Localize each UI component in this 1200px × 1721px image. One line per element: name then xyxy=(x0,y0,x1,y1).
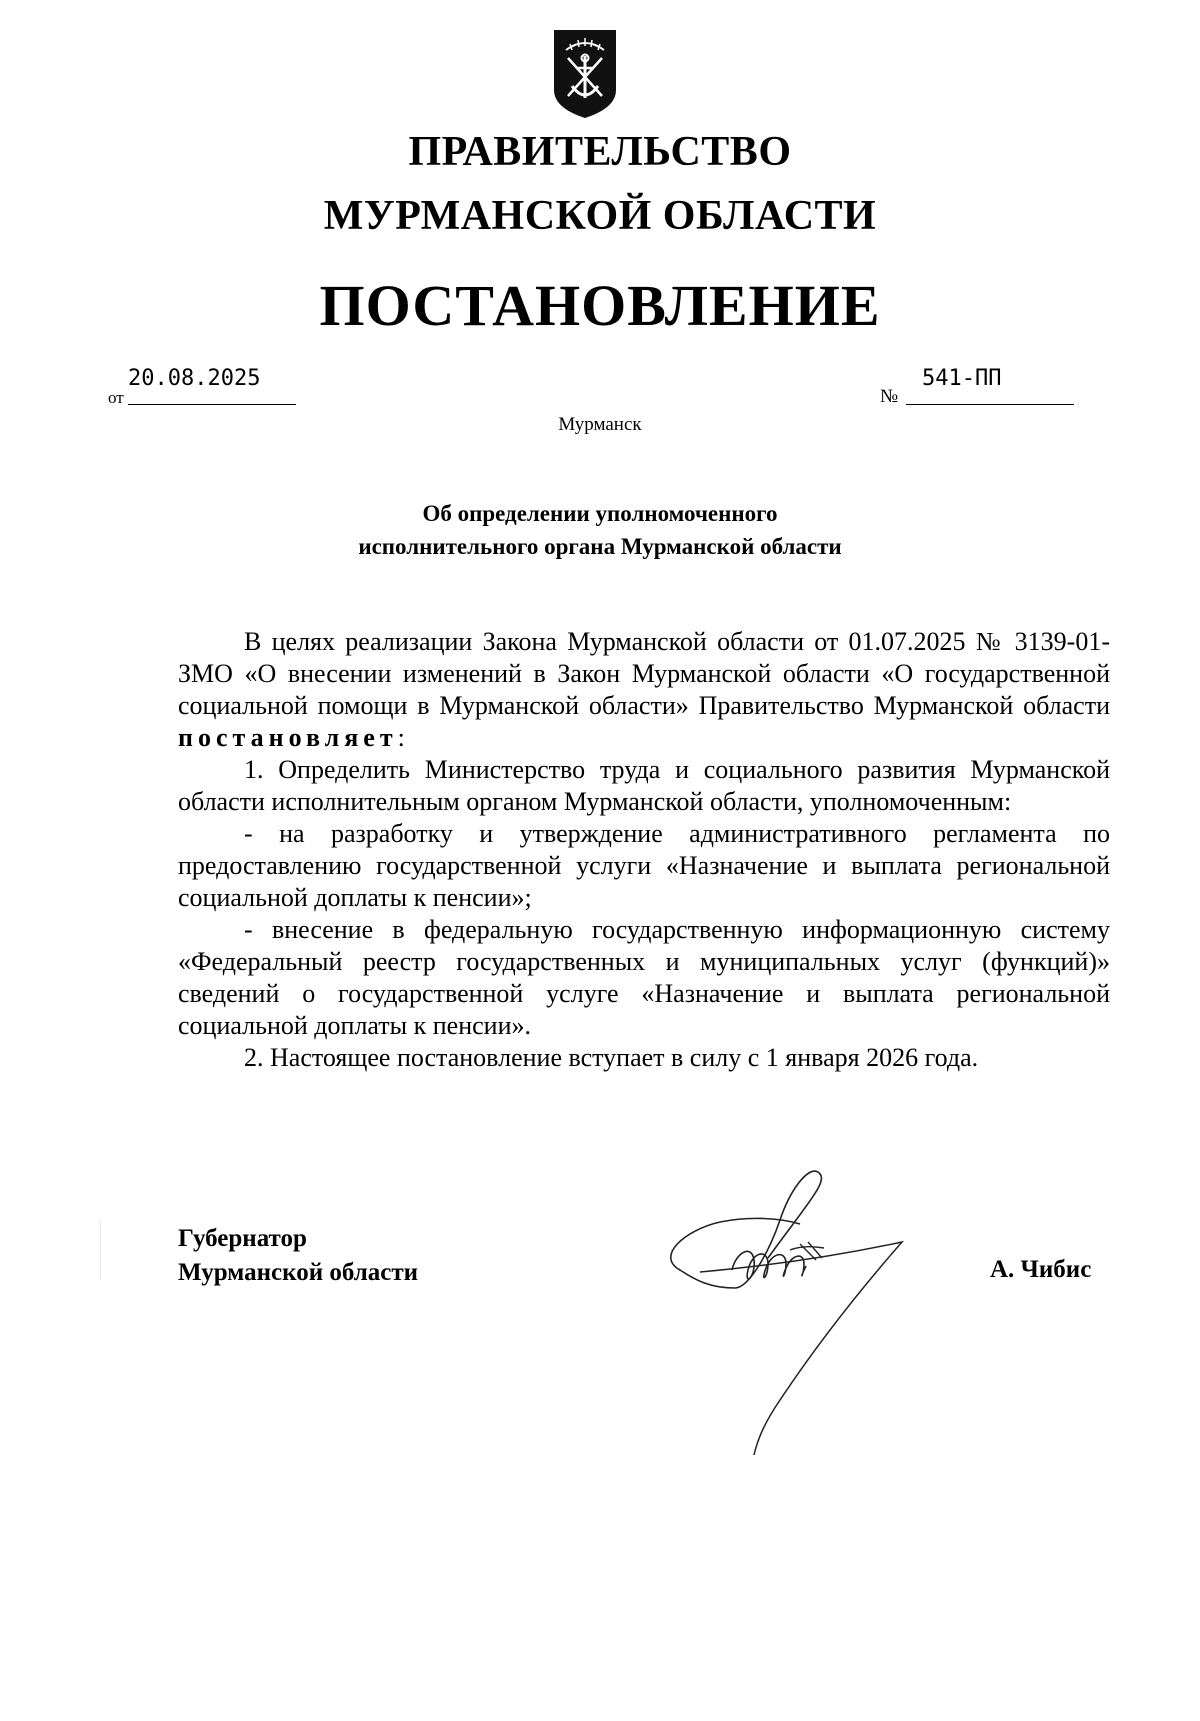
intro-paragraph xyxy=(178,626,1110,754)
item-1-subitem-a: - на разработку и утверждение административного регламента по предоставлению государственной услуги «Назначение и выплата региональной социальной доплаты к пенсии»; xyxy=(178,819,1110,912)
coat-of-arms-emblem xyxy=(552,28,618,120)
intro-text: В целях реализации Закона Мурманской области от 01.07.2025 № 3139-01-ЗМО «О внесении изменений в Закон Мурманской области «О государственной социальной помощи в Мурманской области» Правительство Мурманской области xyxy=(178,627,1110,720)
date-label: от xyxy=(108,388,124,407)
document-subject xyxy=(0,497,1200,563)
organization-name-line1: ПРАВИТЕЛЬСТВО xyxy=(408,129,792,175)
date-underline xyxy=(128,404,296,405)
subject-line2: исполнительного органа Мурманской области xyxy=(358,534,842,559)
document-date: 20.08.2025 xyxy=(128,366,261,391)
handwritten-signature xyxy=(640,1160,940,1460)
item-1-subitem-b: - внесение в федеральную государственную информационную систему «Федеральный реестр государственных и муниципальных услуг (функций)» сведений о государственной услуге «Назначение и выплата региональной социальной доплаты к пенсии». xyxy=(178,915,1110,1040)
signatory-position xyxy=(178,1222,418,1290)
resolves-word: постановляет xyxy=(178,723,398,752)
item-2: 2. Настоящее постановление вступает в силу с 1 января 2026 года. xyxy=(244,1043,979,1072)
position-line2: Мурманской области xyxy=(178,1259,419,1286)
item-1: 1. Определить Министерство труда и социального развития Мурманской области исполнительным органом Мурманской области, уполномоченным: xyxy=(178,755,1110,816)
city-name: Мурманск xyxy=(558,414,642,435)
resolves-colon: : xyxy=(397,723,405,752)
document-number: 541-ПП xyxy=(922,366,1002,391)
scan-margin-mark xyxy=(100,1220,101,1280)
number-label: № xyxy=(880,386,899,407)
organization-name-line2: МУРМАНСКОЙ ОБЛАСТИ xyxy=(323,193,877,239)
number-underline xyxy=(906,404,1074,405)
subject-line1: Об определении уполномоченного xyxy=(422,501,778,526)
signatory-name: А. Чибис xyxy=(990,1256,1092,1283)
position-line1: Губернатор xyxy=(178,1225,307,1252)
document-type-title: ПОСТАНОВЛЕНИЕ xyxy=(319,273,881,338)
document-body xyxy=(178,626,1110,1074)
